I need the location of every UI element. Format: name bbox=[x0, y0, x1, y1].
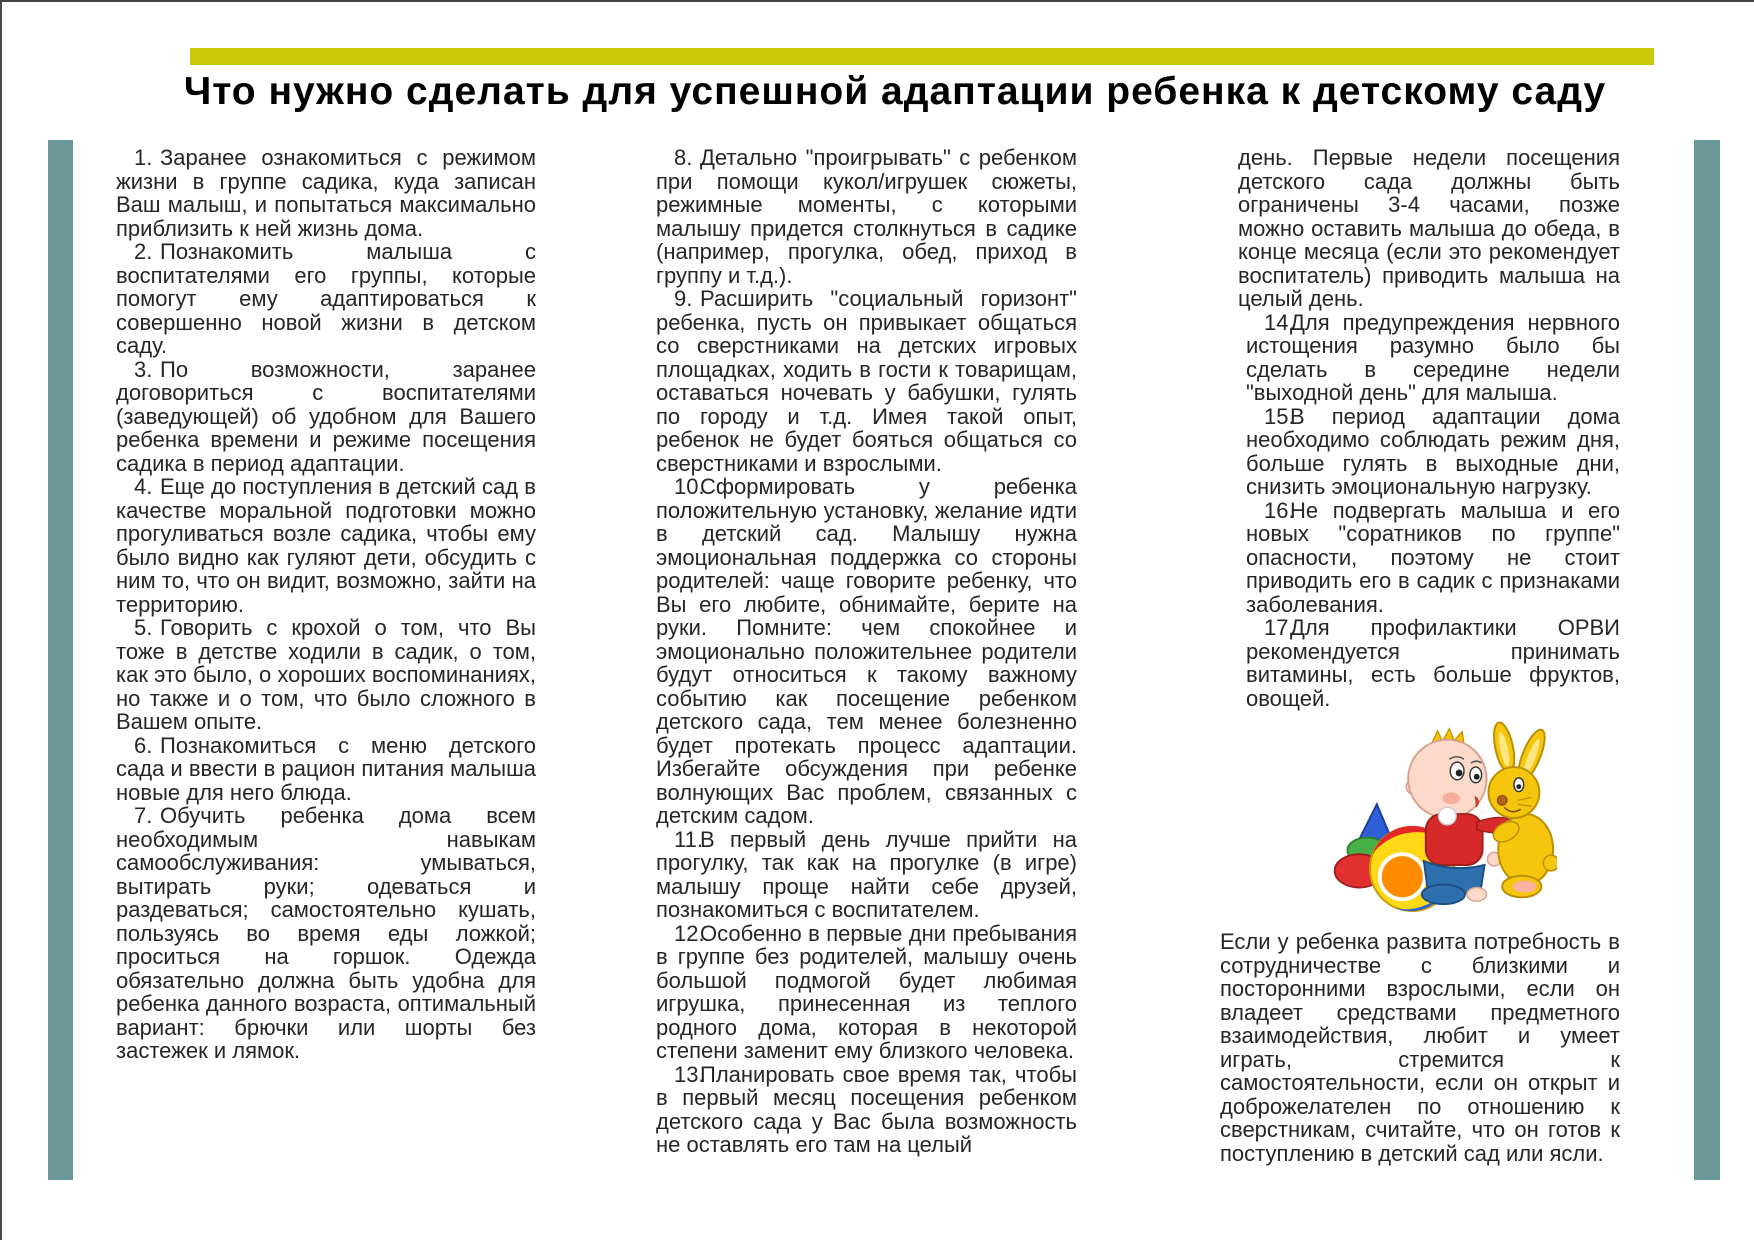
list-item-8 bbox=[630, 146, 1077, 287]
item-text: Для профилактики ОРВИ рекомендуется принимать витамины, есть больше фруктов, овощей. bbox=[1246, 615, 1620, 711]
list-item-12 bbox=[630, 922, 1077, 1063]
item-number: 16. bbox=[1264, 497, 1295, 523]
item-text: Познакомиться с меню детского сада и ввести в рацион питания малыша новые для него блюда. bbox=[116, 732, 536, 805]
item-number: 1. bbox=[134, 145, 153, 170]
list-item-10 bbox=[630, 475, 1077, 828]
items-14-17 bbox=[1220, 311, 1620, 711]
item-number: 11. bbox=[674, 826, 703, 852]
list-item-6 bbox=[90, 734, 536, 805]
item-text: Детально "проигрывать" с ребенком при помощи кукол/игрушек сюжеты, режимные моменты, с которыми малышу придется столкнуться в садике (например, прогулка, обед, приход в группу и т.д.). bbox=[656, 145, 1077, 288]
item-number: 8. bbox=[674, 145, 693, 170]
item-text: Планировать свое время так, чтобы в первый месяц посещения ребенком детского сада у Вас была возможность не оставлять его там на целый bbox=[656, 1061, 1077, 1157]
page-left-edge-line bbox=[0, 0, 2, 1240]
item-text: В период адаптации дома необходимо соблюдать режим дня, больше гулять в выходные дни, снизить эмоциональную нагрузку. bbox=[1246, 403, 1620, 499]
item-number: 6. bbox=[134, 732, 153, 758]
page-top-edge-line bbox=[0, 0, 1754, 2]
item-text: Сформировать у ребенка положительную установку, желание идти в детский сад. Малышу нужна эмоциональная поддержка со стороны родителей: чаще говорите ребенку, что Вы его любите, обнимайте, берите на руки. Помните: чем спокойнее и эмоционально положительнее родители будут относиться к такому важному событию как посещение ребенком детского сада, тем менее болезненно будет протекать процесс адаптации. Избегайте обсуждения при ребенке волнующих Вас проблем, связанных с детским садом. bbox=[656, 474, 1077, 828]
list-item-14 bbox=[1220, 311, 1620, 405]
list-item-9 bbox=[630, 287, 1077, 475]
item-number: 14. bbox=[1264, 309, 1295, 335]
column-1 bbox=[90, 146, 536, 1063]
item-text: В первый день лучше прийти на прогулку, так как на прогулке (в игре) малышу проще найти себе друзей, познакомиться с воспитателем. bbox=[656, 826, 1077, 922]
item-text: Говорить с крохой о том, что Вы тоже в детстве ходили в садик, о том, как это было, о хороших воспоминаниях, но также и о том, что было сложного в Вашем опыте. bbox=[116, 615, 536, 734]
list-item-17 bbox=[1220, 616, 1620, 710]
item-text: По возможности, заранее договориться с воспитателями (заведующей) об удобном для Вашего ребенка времени и режиме посещения садика в период адаптации. bbox=[116, 356, 536, 476]
item-text: Заранее ознакомиться с режимом жизни в группе садика, куда записан Ваш малыш, и попытаться максимально приблизить к ней жизнь дома. bbox=[116, 145, 536, 241]
list-item-15 bbox=[1220, 405, 1620, 499]
item-text: Расширить "социальный горизонт" ребенка, пусть он привыкает общаться со сверстниками на детских игровых площадках, ходить в гости к товарищам, оставаться ночевать у бабушки, гулять по городу и т.д. Имея такой опыт, ребенок не будет бояться общаться со сверстниками и взрослыми. bbox=[656, 286, 1077, 476]
list-item-2 bbox=[90, 240, 536, 358]
item-text: Познакомить малыша с воспитателями его группы, которые помогут ему адаптироваться к совершенно новой жизни в детском саду. bbox=[116, 239, 536, 358]
column-3 bbox=[1220, 146, 1620, 1165]
item-13-continuation: день. Первые недели посещения детского сада должны быть ограничены 3-4 часами, позже можно оставить малыша до обеда, в конце месяца (если это рекомендует воспитатель) приводить малыша на целый день. bbox=[1238, 145, 1620, 311]
list-item-7 bbox=[90, 804, 536, 1063]
list-item-4 bbox=[90, 475, 536, 616]
item-text: Еще до поступления в детский сад в качестве моральной подготовки можно прогуливаться возле садика, чтобы ему было видно как гуляют дети, обсудить с ним то, что он видит, возможно, зайти на территорию. bbox=[116, 474, 536, 617]
item-text: Не подвергать малыша и его новых "соратников по группе" опасности, поэтому не стоит приводить его в садик с признаками заболевания. bbox=[1246, 497, 1620, 617]
list-item-13 bbox=[630, 1063, 1077, 1157]
item-number: 2. bbox=[134, 239, 153, 264]
list-item-16 bbox=[1220, 499, 1620, 617]
item-number: 4. bbox=[134, 474, 153, 499]
list-item-11 bbox=[630, 828, 1077, 922]
item-number: 9. bbox=[674, 286, 693, 311]
item-text: Особенно в первые дни пребывания в группе без родителей, малышу очень большой подмогой будет любимая игрушка, принесенная из теплого родного дома, которая в некоторой степени заменит ему близкого человека. bbox=[656, 920, 1077, 1063]
item-number: 5. bbox=[134, 615, 153, 640]
list-item-1 bbox=[90, 146, 536, 240]
list-item-3 bbox=[90, 358, 536, 476]
bunny-icon bbox=[1488, 721, 1557, 898]
list-item-5 bbox=[90, 616, 536, 734]
item-number: 15. bbox=[1264, 403, 1295, 429]
column-2 bbox=[630, 146, 1077, 1157]
left-side-bar bbox=[48, 140, 73, 1180]
baby-bunny-illustration bbox=[1322, 718, 1557, 916]
right-side-bar bbox=[1694, 140, 1720, 1180]
item-text: Для предупреждения нервного истощения разумно было бы сделать в середине недели "выходной день" для малыша. bbox=[1246, 309, 1620, 405]
item-number: 12. bbox=[674, 920, 705, 946]
item-number: 3. bbox=[134, 356, 153, 382]
title-accent-bar bbox=[190, 48, 1654, 65]
item-number: 10. bbox=[674, 474, 705, 499]
page-title: Что нужно сделать для успешной адаптации ребенка к детскому саду bbox=[183, 70, 1607, 113]
closing-paragraph: Если у ребенка развита потребность в сотрудничестве с близкими и посторонними взрослыми, если он владеет средствами предметного взаимодействия, любит и умеет играть, стремится к самостоятельности, если он открыт и доброжелателен по отношению к сверстникам, считайте, что он готов к поступлению в детский сад или ясли. bbox=[1220, 929, 1620, 1166]
item-number: 17. bbox=[1264, 615, 1295, 640]
item-number: 7. bbox=[134, 803, 153, 828]
item-text: Обучить ребенка дома всем необходимым навыкам самообслуживания: умываться, вытирать руки; одеваться и раздеваться; самостоятельно кушать, пользуясь во время еды ложкой; проситься на горшок. Одежда обязательно должна быть удобна для ребенка данного возраста, оптимальный вариант: брючки или шорты без застежек и лямок. bbox=[116, 803, 536, 1063]
item-number: 13. bbox=[674, 1061, 705, 1087]
